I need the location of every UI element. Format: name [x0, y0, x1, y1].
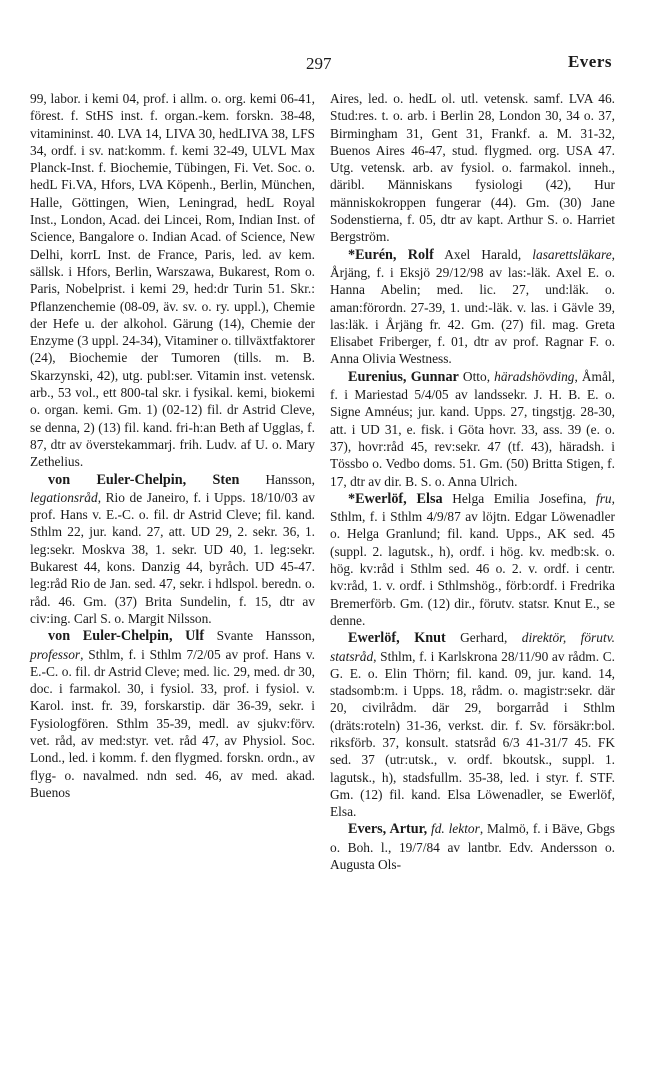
entry-text: , Malmö, f. i Bäve, Gbgs o. Boh. l., 19/7/84 av lantbr. Edv. Andersson o. Augusta Ols-: [330, 821, 615, 873]
biographical-entry: [330, 246, 615, 368]
entry-title: lasarettsläkare: [532, 246, 612, 262]
entry-title: professor: [30, 646, 81, 662]
page-number: 297: [306, 54, 332, 73]
biographical-entry: [330, 368, 615, 490]
continued-entry-text: Aires, led. o. hedL ol. utl. vetensk. samf. LVA 46. Stud:res. t. o. arb. i Berlin 28, London 30, 34 o. 37, Birmingham 31, Gent 31, Frankf. a. M. 31-32, Buenos Aires 46-47, stud. flygmed. org. USA 47. Utg. vetensk. arb. av fysiol. o. farmakol. inneh., däribl. Människans fysiologi (42), Hur människokroppen fungerar (44). Gm. (30) Jane Sodenstierna, f. 05, dtr av kapt. Arthur S. o. Harriet Bergström.: [330, 91, 615, 245]
biographical-entry: [330, 490, 615, 629]
page-header: [0, 48, 664, 78]
entry-headword: von Euler-Chelpin, Sten: [48, 471, 240, 488]
entry-given-names: Hansson,: [239, 471, 315, 487]
biographical-entry: [30, 471, 315, 628]
entry-headword: Eurenius, Gunnar: [348, 368, 459, 385]
entry-given-names: Gerhard,: [445, 630, 522, 646]
running-head: Evers: [567, 52, 612, 71]
left-column: [30, 90, 315, 801]
biographical-entry: [30, 627, 315, 801]
entry-title: fd. lektor: [431, 821, 480, 837]
entry-given-names: Otto,: [458, 368, 495, 384]
entry-headword: *Eurén, Rolf: [348, 246, 434, 263]
entry-text: , Åmål, f. i Mariestad 5/4/05 av landssekr. J. H. B. E. o. Signe Amnéus; jur. kand. Upps. 27, tingstjg. 28-30, att. i UD 31, e. fisk. i Göta hovr. 33, ass. 39 (e. o. 37), hovr:råd 45, rev:sekr. 47 (tf. 43), häradsh. i Tössbo o. Vedbo doms. 51. Gm. (50) Britta Stigen, f. 17, dtr av dir. B. S. o. Anna Ulrich.: [330, 368, 615, 489]
entry-headword: von Euler-Chelpin, Ulf: [48, 628, 205, 645]
biographical-entry: [330, 629, 615, 820]
continued-entry-text: 99, labor. i kemi 04, prof. i allm. o. org. kemi 06-41, förest. f. StHS inst. f. organ.-kem. forskn. 38-48, vitamininst. 40. LVA 14, LIVA 30, hedLIVA 38, LFS 34, ordf. i sv. nat:komm. f. kemi 32-49, ULVL Max Planck-Inst. f. Biochemie, Tübingen, Fi. Vet. Soc. o. hedL Fi.VA, Hfors, LVA Köpenh., Berlin, München, Halle, Göttingen, Wien, Leningrad, hedL Royal Inst., London, Acad. dei Lincei, Rom, Indian Inst. of Science, Bangalore o. Indian Acad. of Science, New Delhi, korrL Inst. de France, Paris, led. av kem. sällsk. i Hfors, Berlin, Warszawa, Bukarest, Rom o. Paris, Nobelprist. i kemi 29, hed:dr Turin 51. Skr.: Pflanzenchemie (08-09, äv. sv. o. ry. uppl.), Chemie der Hefe u. der alkohol. Gärung (14), Chemie der Enzyme (3 uppl. 24-34), Vitaminer o. tillväxtfaktorer (24), Biochemie der Tumoren (tills. m. B. Skarzynski, 42), utg. publ:ser. Vitamin inst. vetensk. arb., 53 vol., ett 800-tal skr. i fysikal. kemi, biokemi o. organ. kemi. Gm. 1) (02-12) fil. dr Astrid Cleve, se denna, 2) (13) fil. kand. fri-h:an Beth af Ugglas, f. 87, dtr av överstekammarj. frih. Ludv. af U. o. Mary Zethelius.: [30, 91, 315, 470]
entry-headword: *Ewerlöf, Elsa: [348, 490, 443, 507]
entry-given-names: Svante Hansson,: [204, 628, 315, 644]
entry-text: , Rio de Janeiro, f. i Upps. 18/10/03 av prof. Hans v. E.-C. o. fil. dr Astrid Cleve; fil. kand. Sthlm 22, jur. kand. 27, att. UD 29, 2. sekr. 36, 1. leg:sekr. Moskva 38, 1. sekr. UD 40, 1. leg:sekr. Bukarest 44, kons. Danzig 44, byråch. UD 45-47. leg:råd Rio de Jan. sed. 47, sekr. i hdlspol. beredn. o. råd. 46. Gm. (37) Brita Sundelin, f. 15, dtr av civ:ing. Carl S. o. Margit Nilsson.: [30, 489, 315, 626]
entry-given-names: Axel Harald,: [433, 246, 533, 262]
entry-title: häradshövding: [494, 368, 575, 384]
entry-text: , Sthlm, f. i Sthlm 4/9/87 av löjtn. Edgar Löwenadler o. Helga Granlund; fil. kand. Upps., AK sed. 45 (suppl. 2. lagutsk., h), ordf. i hög. kv. medb:sk. o. hög. kv:råd i Sthlm sed. 46 o. 2. v. ordf. i centr. kv:råd, 1. v. ordf. i Sthlmshög., förb:ordf. i Fredrika Bremerförb. Gm. (12) dir., förutv. statsr. Knut E., se denne.: [330, 490, 615, 628]
biographical-entry: [330, 820, 615, 873]
entry-title: fru: [596, 490, 612, 506]
entry-title: direktör, förutv. statsråd: [330, 630, 615, 664]
entry-headword: Evers, Artur,: [348, 821, 428, 838]
entry-text: , Årjäng, f. i Eksjö 29/12/98 av las:-läk. Axel E. o. Hanna Abelin; med. lic. 27, und:läk. o. aman:förordn. 27-39, 1. und:-läk. v. las. i Gävle 39, las:läk. i Årjäng fr. 42. Gm. (27) fil. mag. Greta Elisabet Friberger, f. 01, dtr av prof. Ragnar F. o. Anna Olivia Westness.: [330, 246, 615, 367]
entry-text: , Sthlm, f. i Sthlm 7/2/05 av prof. Hans v. E.-C. o. fil. dr Astrid Cleve; med. lic. 29, med. dr 30, doc. i farmakol. 30, i fysiol. 33, prof. i fysiol. v. Karol. inst. fr. 39, forskarstip. där 36-39, sekr. i Fysiologfören. Sthlm 35-39, medl. av sjukv:förv. vet. råd, av med:styr. vet. råd 47, av Physiol. Soc. Lond., led. i komm. f. den flygmed. forskn. ordn., av flyg- o. navalmed. ndn sed. 46, av med. akad. Buenos: [30, 646, 315, 800]
entry-text: , Sthlm, f. i Karlskrona 28/11/90 av rådm. C. G. E. o. Elin Thörn; fil. kand. 09, jur. kand. 14, stadsomb:m. i Upps. 18, rådm. o. magistr:sekr. där 20, civilrådm. där 29, borgarråd i Sthlm (dräts:roteln) 31-36, verkst. dir. f. Sv. försäkr:bol. riksförb. 37, konsult. statsråd 6/3 41-31/7 45. FK sed. 37 (utr:utsk., v. ordf. bkoutsk., suppl. 1. lagutsk., h), stadsfullm. 35-38, led. i styr. f. STF. Gm. (12) fil. kand. Elsa Löwenadler, se Ewerlöf, Elsa.: [330, 648, 615, 820]
right-column: [330, 90, 615, 873]
entry-headword: Ewerlöf, Knut: [348, 630, 446, 647]
entry-title: legationsråd: [30, 489, 98, 505]
entry-given-names: Helga Emilia Josefina,: [442, 490, 596, 506]
